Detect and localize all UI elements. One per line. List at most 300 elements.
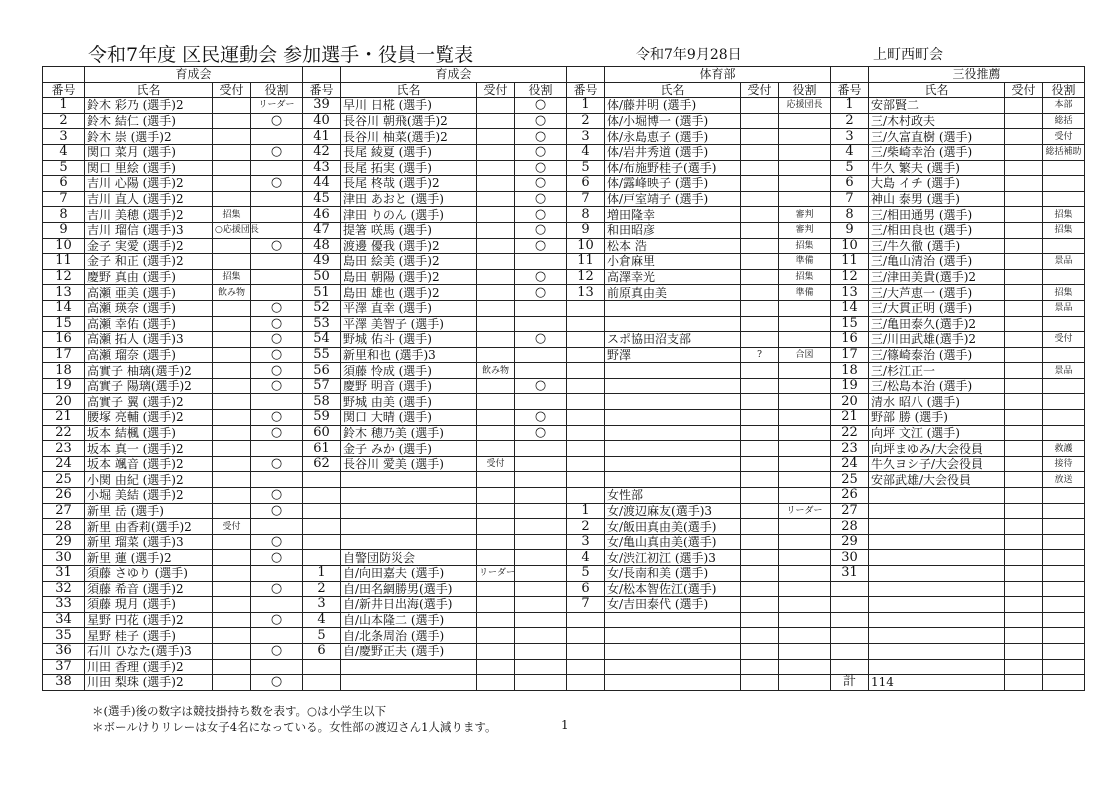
entry-reception <box>741 394 779 410</box>
entry-name <box>869 581 1005 597</box>
entry-reception <box>213 488 251 504</box>
entry-reception: リーダー <box>477 566 515 582</box>
entry-reception <box>213 628 251 644</box>
entry-name: 高實子 陽璃(選手)2 <box>85 378 213 394</box>
entry-role: ○ <box>515 285 567 301</box>
entry-name: 坂本 颯音 (選手)2 <box>85 456 213 472</box>
table-row <box>43 472 1085 488</box>
entry-name <box>605 628 741 644</box>
entry-name: 島田 朝陽 (選手)2 <box>341 269 477 285</box>
entry-reception <box>1005 519 1043 535</box>
entry-name: 川田 香理 (選手)2 <box>85 659 213 675</box>
entry-name: 体/永島恵子 (選手) <box>605 129 741 145</box>
entry-number <box>567 332 605 348</box>
table-row <box>43 285 1085 301</box>
entry-number <box>567 441 605 457</box>
entry-number: 3 <box>831 129 869 145</box>
entry-name: 金子 和正 (選手)2 <box>85 254 213 270</box>
entry-number: 11 <box>43 254 85 270</box>
entry-number <box>567 628 605 644</box>
entry-role <box>251 207 303 223</box>
entry-reception <box>477 394 515 410</box>
entry-role: 総括 <box>1043 113 1085 129</box>
entry-number: 8 <box>43 207 85 223</box>
entry-reception <box>1005 129 1043 145</box>
entry-name <box>605 456 741 472</box>
entry-name: 野城 佑斗 (選手) <box>341 332 477 348</box>
entry-number: 6 <box>43 176 85 192</box>
entry-number <box>567 378 605 394</box>
entry-role <box>1043 425 1085 441</box>
entry-role <box>779 363 831 379</box>
entry-role: 総括補助 <box>1043 144 1085 160</box>
entry-role <box>779 534 831 550</box>
entry-number: 52 <box>303 300 341 316</box>
entry-role: ○ <box>251 113 303 129</box>
entry-role <box>779 612 831 628</box>
entry-number: 25 <box>831 472 869 488</box>
document-title: 令和7年度 区民運動会 参加選手・役員一覧表 <box>88 44 474 66</box>
col-header-num: 番号 <box>303 82 341 98</box>
entry-name <box>341 503 477 519</box>
entry-reception <box>1005 441 1043 457</box>
entry-reception <box>1005 659 1043 675</box>
entry-number: 27 <box>43 503 85 519</box>
entry-reception <box>477 612 515 628</box>
entry-reception <box>1005 285 1043 301</box>
entry-number <box>831 643 869 659</box>
entry-reception <box>213 456 251 472</box>
entry-number: 11 <box>831 254 869 270</box>
entry-role: ○ <box>515 425 567 441</box>
entry-name <box>605 612 741 628</box>
entry-reception <box>741 566 779 582</box>
entry-role <box>779 628 831 644</box>
entry-name: 高瀬 拓人 (選手)3 <box>85 332 213 348</box>
entry-name: 腰塚 亮輔 (選手)2 <box>85 410 213 426</box>
entry-reception <box>1005 207 1043 223</box>
entry-number: 6 <box>567 581 605 597</box>
entry-reception <box>1005 144 1043 160</box>
entry-role <box>1043 238 1085 254</box>
entry-role: ○ <box>251 612 303 628</box>
entry-reception <box>741 581 779 597</box>
entry-name <box>605 441 741 457</box>
entry-number: 48 <box>303 238 341 254</box>
entry-role: ○ <box>515 410 567 426</box>
entry-name: 三/大貫正明 (選手) <box>869 300 1005 316</box>
entry-reception <box>741 441 779 457</box>
entry-role <box>1043 566 1085 582</box>
entry-number: 27 <box>831 503 869 519</box>
entry-role <box>1043 410 1085 426</box>
entry-reception <box>477 98 515 114</box>
entry-reception: 招集 <box>213 207 251 223</box>
entry-name <box>869 566 1005 582</box>
entry-reception <box>1005 566 1043 582</box>
entry-role: ○ <box>251 425 303 441</box>
entry-name: 体/小堀博一 (選手) <box>605 113 741 129</box>
entry-number: 10 <box>567 238 605 254</box>
entry-name: 体/露峰映子 (選手) <box>605 176 741 192</box>
entry-number: 5 <box>303 628 341 644</box>
entry-number: 28 <box>831 519 869 535</box>
entry-role <box>1043 191 1085 207</box>
entry-number: 33 <box>43 597 85 613</box>
entry-reception <box>1005 191 1043 207</box>
entry-name: 野部 勝 (選手) <box>869 410 1005 426</box>
entry-role: ○ <box>251 363 303 379</box>
entry-role <box>1043 643 1085 659</box>
entry-role <box>1043 160 1085 176</box>
entry-reception <box>1005 176 1043 192</box>
table-row <box>43 300 1085 316</box>
entry-reception <box>1005 332 1043 348</box>
entry-role <box>251 628 303 644</box>
footnote: ＊(選手)後の数字は競技掛持ち数を表す。○は小学生以下 <box>92 704 387 718</box>
entry-number: 60 <box>303 425 341 441</box>
col-header-name: 氏名 <box>869 82 1005 98</box>
entry-role: 応援団長 <box>779 98 831 114</box>
entry-name <box>341 534 477 550</box>
entry-role: ○ <box>515 238 567 254</box>
entry-role: ○ <box>515 191 567 207</box>
entry-role: ○ <box>251 643 303 659</box>
entry-role: 招集 <box>1043 222 1085 238</box>
entry-number: 40 <box>303 113 341 129</box>
entry-number: 9 <box>567 222 605 238</box>
entry-role: ○ <box>251 550 303 566</box>
entry-number <box>303 503 341 519</box>
entry-number <box>831 612 869 628</box>
entry-number: 2 <box>567 113 605 129</box>
entry-reception <box>741 222 779 238</box>
entry-reception <box>741 534 779 550</box>
table-row <box>43 488 1085 504</box>
entry-reception <box>741 550 779 566</box>
entry-role: 救護 <box>1043 441 1085 457</box>
entry-role <box>515 612 567 628</box>
table-row <box>43 550 1085 566</box>
entry-role: 景品 <box>1043 363 1085 379</box>
entry-reception <box>741 98 779 114</box>
entry-reception: 受付 <box>213 519 251 535</box>
entry-number: 5 <box>43 160 85 176</box>
entry-reception <box>213 144 251 160</box>
entry-reception <box>477 441 515 457</box>
entry-reception <box>1005 410 1043 426</box>
entry-name <box>605 394 741 410</box>
entry-reception <box>213 472 251 488</box>
table-row <box>43 191 1085 207</box>
entry-name: 高瀬 瑠奈 (選手) <box>85 347 213 363</box>
entry-number <box>303 675 341 691</box>
col-header-num: 番号 <box>567 82 605 98</box>
entry-number: 44 <box>303 176 341 192</box>
table-row <box>43 160 1085 176</box>
table-row <box>43 410 1085 426</box>
entry-number <box>303 659 341 675</box>
entry-role <box>251 254 303 270</box>
entry-name: 長尾 綾夏 (選手) <box>341 144 477 160</box>
entry-role <box>779 160 831 176</box>
entry-name: 長谷川 愛美 (選手) <box>341 456 477 472</box>
entry-number: 3 <box>567 129 605 145</box>
entry-role <box>251 191 303 207</box>
entry-role <box>1043 659 1085 675</box>
entry-number: 15 <box>831 316 869 332</box>
col-header-name: 氏名 <box>605 82 741 98</box>
entry-role: 景品 <box>1043 300 1085 316</box>
entry-reception <box>1005 238 1043 254</box>
entry-number <box>303 550 341 566</box>
entry-number: 20 <box>831 394 869 410</box>
entry-number <box>831 628 869 644</box>
entry-reception <box>741 488 779 504</box>
entry-reception <box>741 207 779 223</box>
entry-role <box>1043 347 1085 363</box>
entry-role: 本部 <box>1043 98 1085 114</box>
entry-reception <box>741 612 779 628</box>
entry-number: 7 <box>567 597 605 613</box>
entry-reception <box>1005 113 1043 129</box>
entry-name <box>605 316 741 332</box>
entry-number <box>567 488 605 504</box>
entry-reception <box>741 316 779 332</box>
entry-number: 62 <box>303 456 341 472</box>
entry-reception <box>213 363 251 379</box>
entry-name: 三/牛久徹 (選手) <box>869 238 1005 254</box>
entry-number: 34 <box>43 612 85 628</box>
entry-reception <box>477 144 515 160</box>
entry-name: 和田昭彦 <box>605 222 741 238</box>
entry-number: 58 <box>303 394 341 410</box>
entry-name: 星野 円花 (選手)2 <box>85 612 213 628</box>
entry-role <box>779 441 831 457</box>
entry-number: 14 <box>831 300 869 316</box>
entry-number: 26 <box>831 488 869 504</box>
entry-role <box>779 581 831 597</box>
entry-reception <box>1005 612 1043 628</box>
entry-role: ○ <box>251 176 303 192</box>
entry-role <box>515 316 567 332</box>
entry-reception <box>1005 628 1043 644</box>
entry-name <box>869 503 1005 519</box>
entry-role <box>251 160 303 176</box>
entry-reception <box>477 207 515 223</box>
entry-name: 女性部 <box>605 488 741 504</box>
entry-role <box>1043 581 1085 597</box>
entry-number: 21 <box>43 410 85 426</box>
entry-name <box>869 628 1005 644</box>
entry-name: 野城 由美 (選手) <box>341 394 477 410</box>
entry-role: ○ <box>251 410 303 426</box>
entry-reception <box>1005 534 1043 550</box>
table-row <box>43 503 1085 519</box>
entry-role: ○ <box>515 222 567 238</box>
entry-name: 須藤 さゆり (選手) <box>85 566 213 582</box>
entry-role <box>1043 675 1085 691</box>
entry-name: 向坪 文江 (選手) <box>869 425 1005 441</box>
entry-number: 42 <box>303 144 341 160</box>
entry-reception <box>477 332 515 348</box>
entry-reception <box>213 191 251 207</box>
entry-reception <box>213 503 251 519</box>
entry-name: 関口 菜月 (選手) <box>85 144 213 160</box>
entry-role <box>515 456 567 472</box>
entry-name: 高澤幸光 <box>605 269 741 285</box>
entry-number: 35 <box>43 628 85 644</box>
entry-reception <box>741 160 779 176</box>
entry-number: 16 <box>43 332 85 348</box>
entry-reception: 招集 <box>213 269 251 285</box>
entry-reception <box>213 238 251 254</box>
entry-number: 5 <box>831 160 869 176</box>
entry-number: 8 <box>567 207 605 223</box>
entry-role <box>779 300 831 316</box>
entry-number: 24 <box>831 456 869 472</box>
entry-number <box>567 347 605 363</box>
entry-name <box>869 550 1005 566</box>
entry-name <box>869 612 1005 628</box>
entry-number: 54 <box>303 332 341 348</box>
entry-number: 24 <box>43 456 85 472</box>
entry-name: 自/向田嘉夫 (選手) <box>341 566 477 582</box>
entry-role: ○ <box>515 176 567 192</box>
entry-number: 49 <box>303 254 341 270</box>
entry-number: 7 <box>567 191 605 207</box>
entry-reception <box>477 129 515 145</box>
entry-name: 関口 里絵 (選手) <box>85 160 213 176</box>
entry-number: 41 <box>303 129 341 145</box>
entry-reception <box>477 269 515 285</box>
entry-reception <box>1005 581 1043 597</box>
entry-number: 18 <box>831 363 869 379</box>
entry-number <box>567 300 605 316</box>
entry-name: 須藤 希音 (選手)2 <box>85 581 213 597</box>
entry-number: 4 <box>567 550 605 566</box>
entry-reception <box>741 129 779 145</box>
entry-number: 2 <box>43 113 85 129</box>
entry-number: 26 <box>43 488 85 504</box>
entry-name: 三/木村政夫 <box>869 113 1005 129</box>
entry-role: ○ <box>251 675 303 691</box>
entry-reception: ○応援団長 <box>213 222 251 238</box>
entry-role <box>251 519 303 535</box>
entry-role <box>515 643 567 659</box>
entry-role <box>515 550 567 566</box>
table-row <box>43 222 1085 238</box>
entry-name: 須藤 怜成 (選手) <box>341 363 477 379</box>
entry-role <box>1043 503 1085 519</box>
entry-reception <box>213 441 251 457</box>
entry-reception <box>477 488 515 504</box>
entry-name: 島田 絵美 (選手)2 <box>341 254 477 270</box>
entry-reception <box>213 129 251 145</box>
entry-reception <box>477 347 515 363</box>
entry-name <box>869 659 1005 675</box>
entry-name: 石川 ひなた(選手)3 <box>85 643 213 659</box>
entry-number: 21 <box>831 410 869 426</box>
entry-name: 牛久ヨシ子/大会役員 <box>869 456 1005 472</box>
table-row <box>43 129 1085 145</box>
entry-name: 三/篠崎泰治 (選手) <box>869 347 1005 363</box>
entry-name: 島田 雄也 (選手)2 <box>341 285 477 301</box>
entry-number: 22 <box>43 425 85 441</box>
entry-role <box>251 269 303 285</box>
entry-reception <box>213 176 251 192</box>
entry-number <box>831 581 869 597</box>
entry-name: 女/亀山真由美(選手) <box>605 534 741 550</box>
entry-role <box>779 566 831 582</box>
entry-name: 鈴木 穂乃美 (選手) <box>341 425 477 441</box>
entry-number: 計 <box>831 675 869 691</box>
entry-reception <box>213 394 251 410</box>
entry-reception <box>1005 488 1043 504</box>
entry-number: 23 <box>831 441 869 457</box>
entry-name: 自警団防災会 <box>341 550 477 566</box>
entry-name: 女/長南和美 (選手) <box>605 566 741 582</box>
entry-role <box>515 566 567 582</box>
entry-name: 高實子 柚璃(選手)2 <box>85 363 213 379</box>
entry-reception <box>477 113 515 129</box>
entry-role <box>515 628 567 644</box>
col-header-name: 氏名 <box>85 82 213 98</box>
entry-reception <box>741 410 779 426</box>
entry-name: 大島 イチ (選手) <box>869 176 1005 192</box>
entry-number: 50 <box>303 269 341 285</box>
entry-name: 神山 泰男 (選手) <box>869 191 1005 207</box>
table-row <box>43 378 1085 394</box>
entry-reception <box>1005 425 1043 441</box>
entry-reception <box>741 144 779 160</box>
entry-name: 114 <box>869 675 1005 691</box>
entry-name: 新里 岳 (選手) <box>85 503 213 519</box>
entry-role <box>251 285 303 301</box>
entry-name <box>341 472 477 488</box>
entry-reception <box>1005 503 1043 519</box>
entry-role <box>779 191 831 207</box>
entry-role <box>515 597 567 613</box>
entry-number: 1 <box>567 503 605 519</box>
entry-number: 2 <box>303 581 341 597</box>
entry-reception <box>741 269 779 285</box>
table-row <box>43 269 1085 285</box>
entry-role: ○ <box>251 534 303 550</box>
entry-name <box>605 378 741 394</box>
table-row <box>43 534 1085 550</box>
entry-number: 10 <box>43 238 85 254</box>
entry-reception <box>741 191 779 207</box>
entry-role <box>779 597 831 613</box>
entry-number: 4 <box>567 144 605 160</box>
entry-role <box>515 534 567 550</box>
entry-name: 三/津田美貴(選手)2 <box>869 269 1005 285</box>
entry-number: 19 <box>831 378 869 394</box>
entry-reception <box>213 581 251 597</box>
entry-name: 早川 日椛 (選手) <box>341 98 477 114</box>
entry-reception <box>477 410 515 426</box>
entry-reception <box>477 316 515 332</box>
entry-name: 自/新井日出海(選手) <box>341 597 477 613</box>
entry-number <box>303 534 341 550</box>
entry-name: 坂本 結楓 (選手) <box>85 425 213 441</box>
entry-reception <box>741 363 779 379</box>
entry-name: 清水 昭八 (選手) <box>869 394 1005 410</box>
entry-number: 7 <box>831 191 869 207</box>
col-header-recv: 受付 <box>213 82 251 98</box>
entry-reception <box>1005 269 1043 285</box>
